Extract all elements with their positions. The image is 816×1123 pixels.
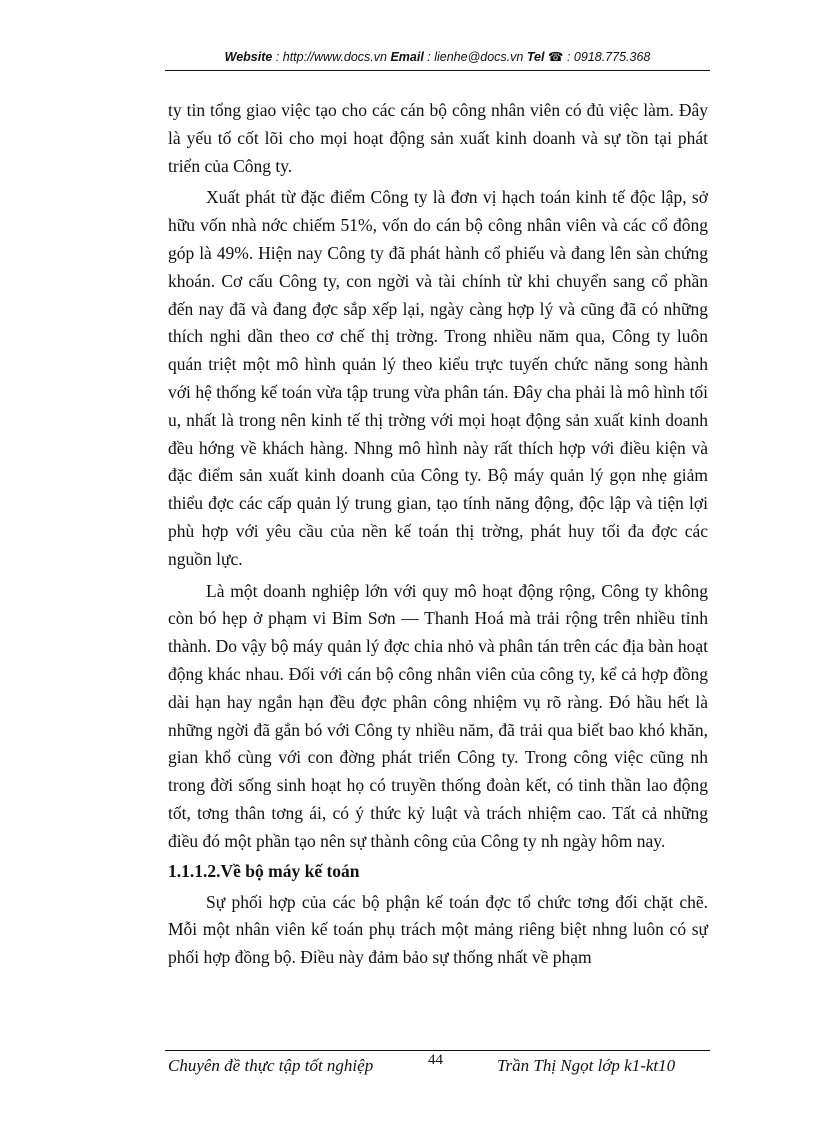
website-label: Website	[224, 50, 273, 64]
section-heading: 1.1.1.2.Về bộ máy kế toán	[168, 860, 360, 881]
footer-title: Chuyên đề thực tập tốt nghiệp	[168, 1056, 374, 1075]
document-body	[168, 97, 708, 972]
header-divider	[165, 70, 710, 71]
page-header	[165, 48, 710, 66]
paragraph-1: ty tin tổng giao việc tạo cho các cán bộ công nhân viên có đủ việc làm. Đây là yếu tố cốt lõi cho mọi hoạt động sản xuất kinh doanh và sự tồn tại phát triển của Công ty.	[168, 100, 708, 176]
website-value: : http://www.docs.vn	[272, 50, 391, 64]
phone-icon: ☎	[547, 50, 564, 64]
tel-value: : 0918.775.368	[563, 50, 651, 64]
paragraph-2: Xuất phát từ đặc điểm Công ty là đơn vị hạch toán kinh tế độc lập, sở hữu vốn nhà nớc chiếm 51%, vốn do cán bộ công nhân viên và các cổ đông góp là 49%. Hiện nay Công ty đã phát hành cổ phiếu và đang lên sàn chứng khoán. Cơ cấu Công ty, con ngời và tài chính từ khi chuyển sang cổ phần đến nay đã và đang đợc sắp xếp lại, ngày càng hợp lý và cũng đã có những thích nghi dần theo cơ chế thị trờng. Trong nhiều năm qua, Công ty luôn quán triệt một mô hình quản lý theo kiểu trực tuyến chức năng song hành với hệ thống kế toán vừa tập trung vừa phân tán. Đây cha phải là mô hình tối u, nhất là trong nên kinh tế thị trờng với mọi hoạt động sản xuất kinh doanh đều hớng về khách hàng. Nhng mô hình này rất thích hợp với điều kiện và đặc điểm sản xuất kinh doanh của Công ty. Bộ máy quản lý gọn nhẹ giảm thiểu đợc các cấp quản lý trung gian, tạo tính năng động, độc lập và tiện lợi phù hợp với yêu cầu của nền kế toán thị trờng, phát huy tối đa đợc các nguồn lực.	[168, 187, 708, 569]
footer-divider	[165, 1050, 710, 1051]
tel-label: Tel	[526, 50, 548, 64]
footer-author: Trần Thị Ngọt lớp k1-kt10	[497, 1056, 676, 1075]
page-number: 44	[428, 1052, 443, 1068]
email-label: Email	[390, 50, 424, 64]
email-value: : lienhe@docs.vn	[423, 50, 527, 64]
paragraph-4: Sự phối hợp của các bộ phận kế toán đợc tổ chức tơng đối chặt chẽ. Mỗi một nhân viên kế toán phụ trách một mảng riêng biệt nhng luôn có sự phối hợp đồng bộ. Điều này đảm bảo sự thống nhất về phạm	[168, 891, 708, 968]
paragraph-3: Là một doanh nghiệp lớn với quy mô hoạt động rộng, Công ty không còn bó hẹp ở phạm vi Bỉm Sơn — Thanh Hoá mà trải rộng trên nhiều tỉnh thành. Do vậy bộ máy quản lý đợc chia nhỏ và phân tán trên các địa bàn hoạt động khác nhau. Đối với cán bộ công nhân viên của công ty, kể cả hợp đồng dài hạn hay ngắn hạn đều đợc phân công nhiệm vụ rõ ràng. Đó hầu hết là những ngời đã gắn bó với Công ty nhiều năm, đã trải qua biết bao khó khăn, gian khổ cùng với con đờng phát triển Công ty. Trong công việc cũng nh trong đời sống sinh hoạt họ có truyền thống đoàn kết, có tinh thần lao động tốt, tơng thân tơng ái, có ý thức kỷ luật và trách nhiệm cao. Tất cả những điều đó một phần tạo nên sự thành công của Công ty nh ngày hôm nay.	[168, 580, 708, 851]
